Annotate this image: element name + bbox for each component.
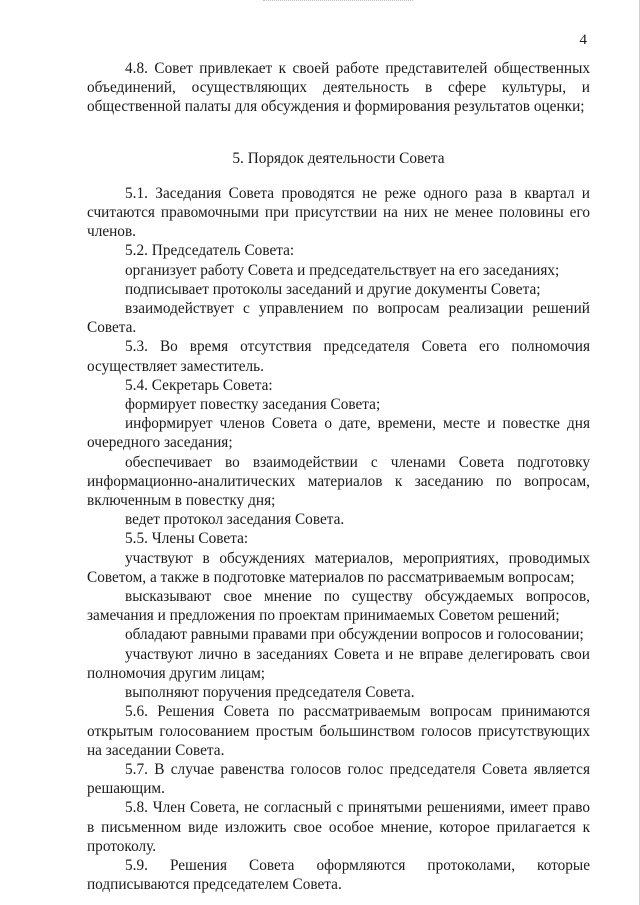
document-body: [87, 59, 590, 894]
paragraph: высказывают свое мнение по существу обсуждаемых вопросов, замечания и предложения по проектам принимаемых Советом решений;: [87, 588, 590, 625]
paragraph: участвуют в обсуждениях материалов, мероприятиях, проводимых Советом, а также в подготовке материалов по рассматриваемым вопросам;: [87, 549, 590, 586]
page-number: 4: [579, 32, 587, 48]
paragraph: 5.7. В случае равенства голосов голос председателя Совета является решающим.: [87, 760, 590, 798]
paragraph: ведет протокол заседания Совета.: [125, 511, 345, 529]
paragraph: подписывает протоколы заседаний и другие документы Совета;: [125, 280, 541, 298]
paragraph: обеспечивает во взаимодействии с членами Совета подготовку информационно-аналитических материалов к заседанию по вопросам, включенным в повестку дня;: [87, 453, 590, 510]
paragraph: информирует членов Совета о дате, времени, месте и повестке дня очередного заседания;: [87, 415, 590, 452]
scan-artifact: [263, 0, 413, 3]
paragraph: 5.9. Решения Совета оформляются протоколами, которые подписываются председателем Совета.: [87, 856, 590, 894]
paragraph: организует работу Совета и председательствует на его заседаниях;: [125, 261, 560, 279]
paragraph: 5.8. Член Совета, не согласный с принятыми решениями, имеет право в письменном виде изложить свое особое мнение, которое прилагается к протоколу.: [87, 799, 590, 855]
paragraph-block-section-5: [87, 184, 590, 895]
paragraph: выполняют поручения председателя Совета.: [125, 684, 415, 702]
paragraph: 5.4. Секретарь Совета:: [125, 376, 273, 394]
paragraph: участвуют лично в заседаниях Совета и не вправе делегировать свои полномочия другим лицам;: [87, 645, 590, 682]
paragraph: обладают равными правами при обсуждении вопросов и голосовании;: [125, 626, 584, 644]
paragraph: 5.1. Заседания Совета проводятся не реже одного раза в квартал и считаются правомочными при присутствии на них не менее половины его членов.: [87, 184, 590, 241]
paragraph: 5.5. Члены Совета:: [125, 530, 249, 548]
paragraph: 5.3. Во время отсутствия председателя Совета его полномочия осуществляет заместитель.: [87, 338, 590, 375]
paragraph: 5.2. Председатель Совета:: [125, 242, 295, 260]
paragraph: 5.6. Решения Совета по рассматриваемым вопросам принимаются открытым голосованием простым большинством голосов присутствующих на заседании Совета.: [87, 703, 590, 759]
paragraph: взаимодействует с управлением по вопросам реализации решений Совета.: [87, 300, 590, 337]
paragraph-block-top: [87, 59, 590, 117]
section-heading: 5. Порядок деятельности Совета: [232, 149, 445, 167]
paragraph: формирует повестку заседания Совета;: [125, 396, 381, 414]
paragraph: 4.8. Совет привлекает к своей работе представителей общественных объединений, осуществляющих деятельность в сфере культуры, и общественной палаты для обсуждения и формирования результатов оценки;: [87, 60, 590, 116]
